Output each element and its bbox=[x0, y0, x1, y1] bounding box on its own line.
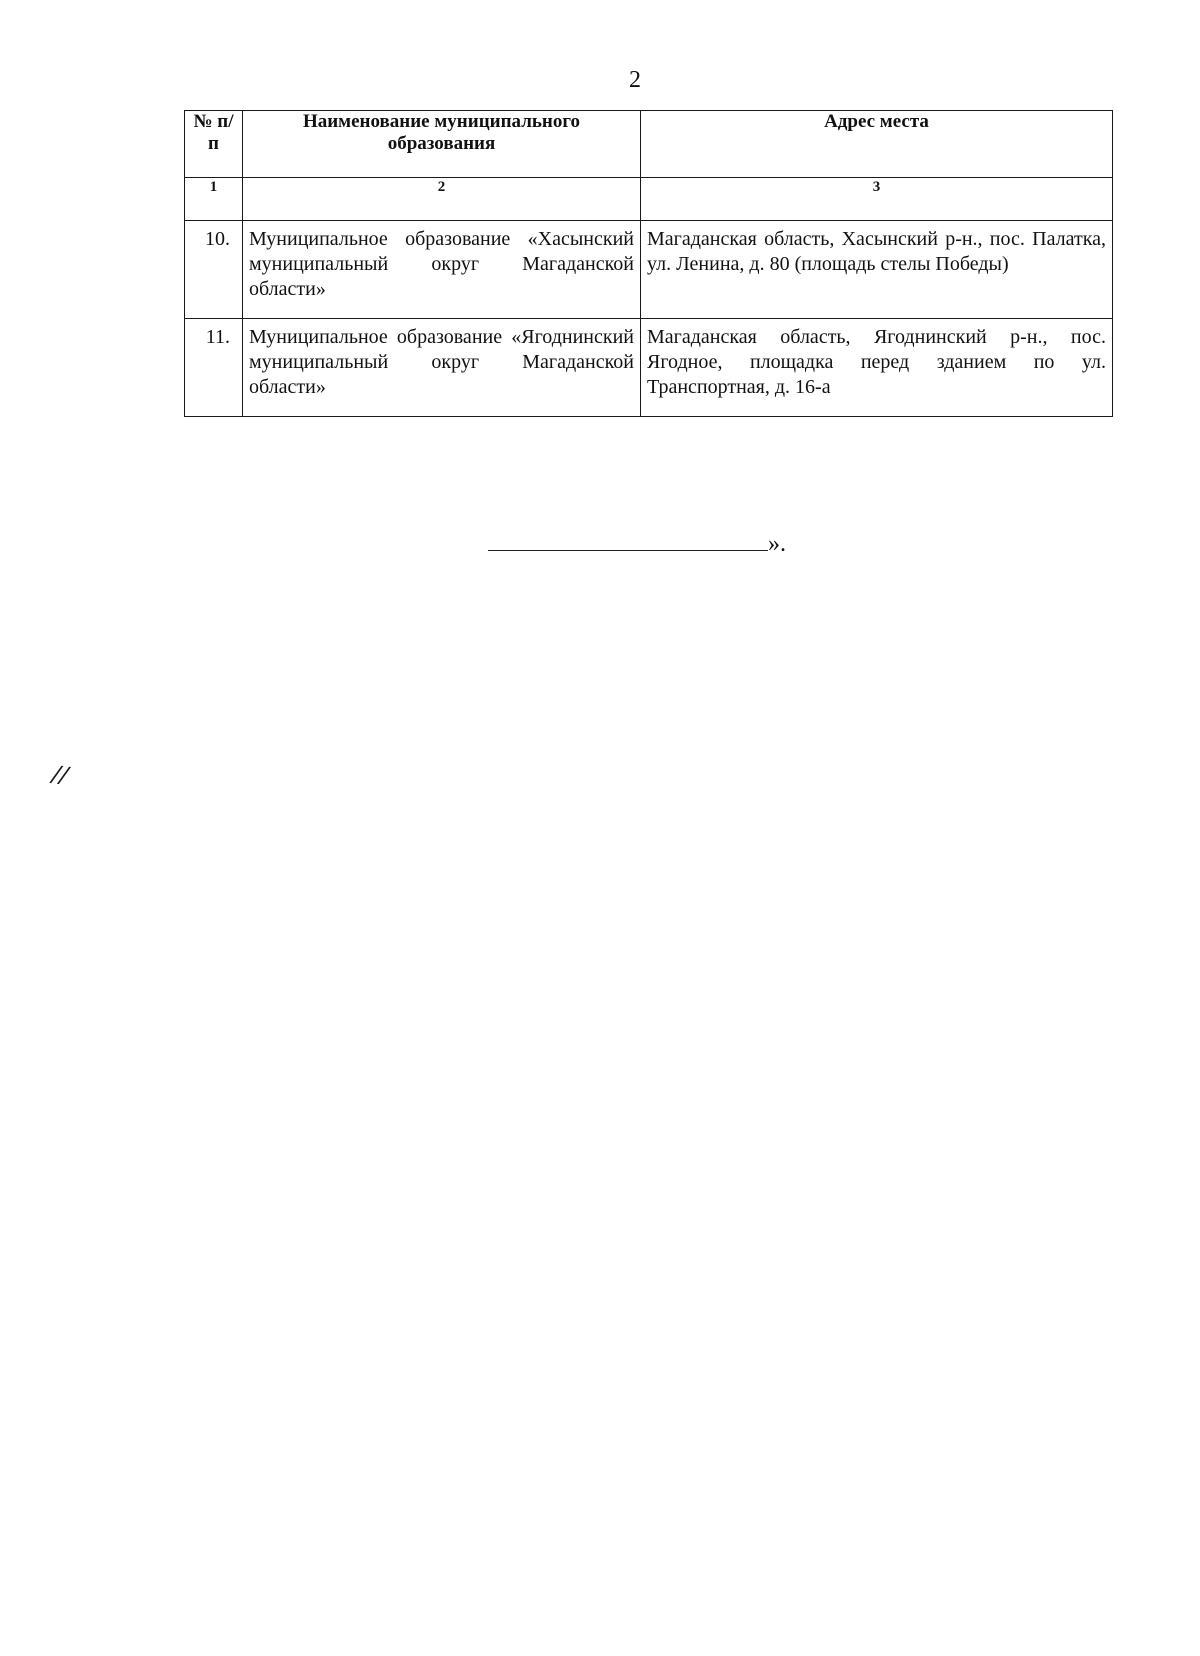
locations-table bbox=[184, 110, 1113, 417]
header-number: № п/п bbox=[185, 111, 243, 178]
row-number: 10. bbox=[185, 221, 243, 319]
closing-line bbox=[488, 530, 786, 558]
municipality-name: Муниципальное образование «Хасынский муниципальный округ Магаданской области» bbox=[243, 221, 641, 319]
signature-line bbox=[488, 530, 768, 551]
column-index-row bbox=[185, 178, 1113, 221]
header-municipality-name: Наименование муниципального образования bbox=[243, 111, 641, 178]
column-index-3: 3 bbox=[641, 178, 1113, 221]
table-row bbox=[185, 221, 1113, 319]
address: Магаданская область, Хасынский р-н., пос. Палатка, ул. Ленина, д. 80 (площадь стелы Победы) bbox=[641, 221, 1113, 319]
header-address: Адрес места bbox=[641, 111, 1113, 178]
margin-handwritten-mark: // bbox=[49, 759, 70, 792]
closing-quote: ». bbox=[768, 531, 786, 557]
column-index-2: 2 bbox=[243, 178, 641, 221]
row-number: 11. bbox=[185, 319, 243, 417]
address: Магаданская область, Ягоднинский р-н., пос. Ягодное, площадка перед зданием по ул. Транспортная, д. 16-а bbox=[641, 319, 1113, 417]
municipality-name: Муниципальное образование «Ягоднинский муниципальный округ Магаданской области» bbox=[243, 319, 641, 417]
table-row bbox=[185, 319, 1113, 417]
column-index-1: 1 bbox=[185, 178, 243, 221]
table-header-row bbox=[185, 111, 1113, 178]
page-number: 2 bbox=[629, 67, 641, 93]
